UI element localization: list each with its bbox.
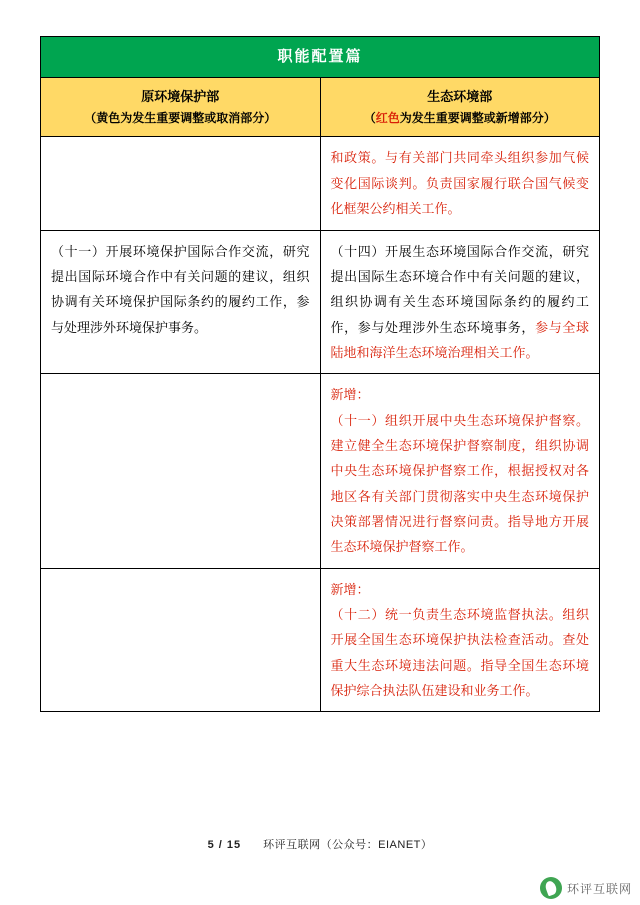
page-number: 5 / 15 [207,839,242,851]
footer-source: 环评互联网（公众号：EIANET） [263,839,433,851]
column-header-right-subtitle [331,108,590,128]
column-header-left-subtitle [51,108,310,128]
comparison-table [40,36,600,712]
left-sub-prefix: （ [84,111,97,126]
page-footer [0,836,640,852]
table-title: 职能配置篇 [41,37,600,78]
row-2-right-label: 新增： [330,387,370,403]
row-3-right-text: （十二）统一负责生态环境监督执法。组织开展全国生态环境保护执法检查活动。查处重大生态环境违法问题。指导全国生态环境保护综合执法队伍建设和业务工作。 [330,606,589,699]
watermark-label: 环评互联网 [566,881,632,896]
row-2-right-text: （十一）组织开展中央生态环境保护督察。建立健全生态环境保护督察制度，组织协调中央生态环境保护督察工作，根据授权对各地区各有关部门贯彻落实中央生态环境保护决策部署情况进行督察问责。指导地方开展生态环境保护督察工作。 [330,412,589,555]
row-2-left-cell [41,374,321,568]
row-3-right-label: 新增： [330,581,370,597]
table-title-row [41,37,600,78]
column-header-right [320,78,600,137]
row-1-right-cell [320,230,600,374]
table-row [41,568,600,712]
leaf-icon [540,877,562,899]
table-row [41,374,600,568]
row-3-left-cell [41,568,321,712]
right-sub-prefix: （ [363,111,376,126]
watermark [540,877,632,899]
row-0-left-cell [41,137,321,230]
right-sub-rest: 为发生重要调整或新增部分） [399,111,556,126]
row-1-left-cell [41,230,321,374]
column-header-left-title: 原环境保护部 [141,89,220,104]
column-header-left [41,78,321,137]
row-0-right-cell [320,137,600,230]
row-1-right-paragraph [331,239,590,366]
row-3-right-cell [320,568,600,712]
column-header-right-title: 生态环境部 [427,89,493,104]
table-header-row [41,78,600,137]
row-1-right-text-black: （十四）开展生态环境国际合作交流，研究提出国际生态环境合作中有关问题的建议，组织协调有关生态环境国际条约的履约工作，参与处理涉外生态环境事务， [330,243,589,335]
table-row [41,230,600,374]
row-1-right-text-red: 参与全球陆地和海洋生态环境治理相关工作。 [330,319,589,360]
right-sub-highlight: 红色 [375,111,400,126]
row-1-left-text: （十一）开展环境保护国际合作交流，研究提出国际环境合作中有关问题的建议，组织协调有关环境保护国际条约的履约工作，参与处理涉外环境保护事务。 [51,243,310,335]
left-sub-highlight: 黄色 [96,111,121,126]
row-0-right-text: 和政策。与有关部门共同牵头组织参加气候变化国际谈判。负责国家履行联合国气候变化框架公约相关工作。 [330,150,589,217]
left-sub-rest: 为发生重要调整或取消部分） [120,111,277,126]
table-row [41,137,600,230]
row-2-right-cell [320,374,600,568]
